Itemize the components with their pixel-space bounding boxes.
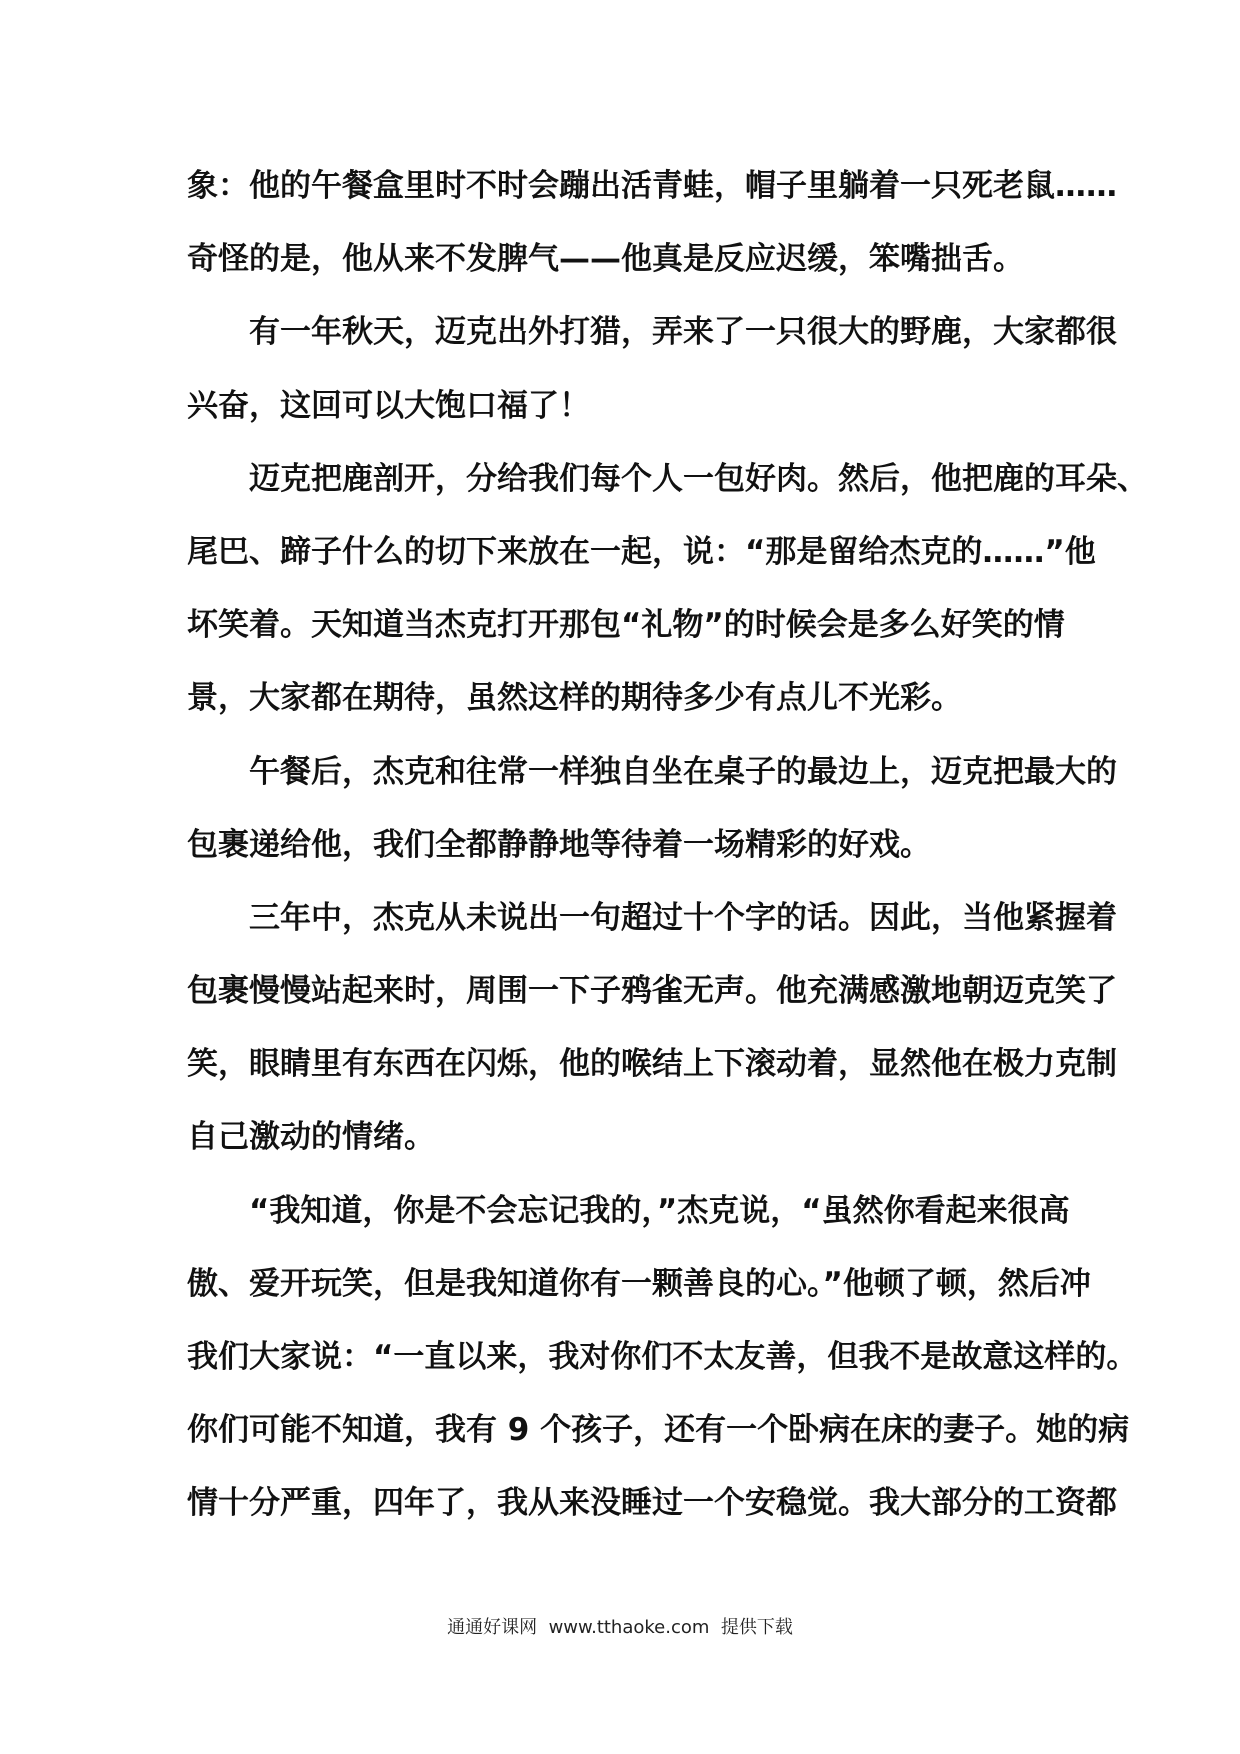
document-body [187, 150, 1148, 1541]
text-line: 三年中，杰克从未说出一句超过十个字的话。因此，当他紧握着 [249, 899, 1117, 936]
page-footer: 通通好课网 www.tthaoke.com 提供下载 [447, 1617, 793, 1638]
text-line: 我们大家说：“一直以来，我对你们不太友善，但我不是故意这样的。 [187, 1339, 1138, 1375]
text-line: 包裹递给他，我们全都静静地等待着一场精彩的好戏。 [187, 826, 931, 863]
text-line: 情十分严重，四年了，我从来没睡过一个安稳觉。我大部分的工资都 [187, 1485, 1117, 1522]
text-line: 象：他的午餐盒里时不时会蹦出活青蛙，帽子里躺着一只死老鼠…… [187, 168, 1117, 204]
text-line: 迈克把鹿剖开，分给我们每个人一包好肉。然后，他把鹿的耳朵、 [249, 460, 1148, 497]
text-line: “我知道，你是不会忘记我的，”杰克说，“虽然你看起来很高 [249, 1192, 1070, 1229]
text-line: 坏笑着。天知道当杰克打开那包“礼物”的时候会是多么好笑的情 [187, 607, 1065, 644]
text-line: 有一年秋天，迈克出外打猎，弄来了一只很大的野鹿，大家都很 [249, 314, 1117, 351]
text-line: 奇怪的是，他从来不发脾气——他真是反应迟缓，笨嘴拙舌。 [187, 241, 1024, 278]
text-line: 笑，眼睛里有东西在闪烁，他的喉结上下滚动着，显然他在极力克制 [187, 1046, 1117, 1083]
text-line: 尾巴、蹄子什么的切下来放在一起，说：“那是留给杰克的……”他 [187, 533, 1096, 570]
text-line: 包裹慢慢站起来时，周围一下子鸦雀无声。他充满感激地朝迈克笑了 [187, 973, 1117, 1010]
text-line: 傲、爱开玩笑，但是我知道你有一颗善良的心。”他顿了顿，然后冲 [187, 1265, 1091, 1302]
text-line: 你们可能不知道，我有 9 个孩子，还有一个卧病在床的妻子。她的病 [187, 1412, 1130, 1449]
text-line: 兴奋，这回可以大饱口福了！ [187, 387, 590, 424]
text-line: 景，大家都在期待，虽然这样的期待多少有点儿不光彩。 [187, 680, 962, 717]
text-line: 午餐后，杰克和往常一样独自坐在桌子的最边上，迈克把最大的 [249, 753, 1117, 790]
text-line: 自己激动的情绪。 [187, 1119, 435, 1156]
